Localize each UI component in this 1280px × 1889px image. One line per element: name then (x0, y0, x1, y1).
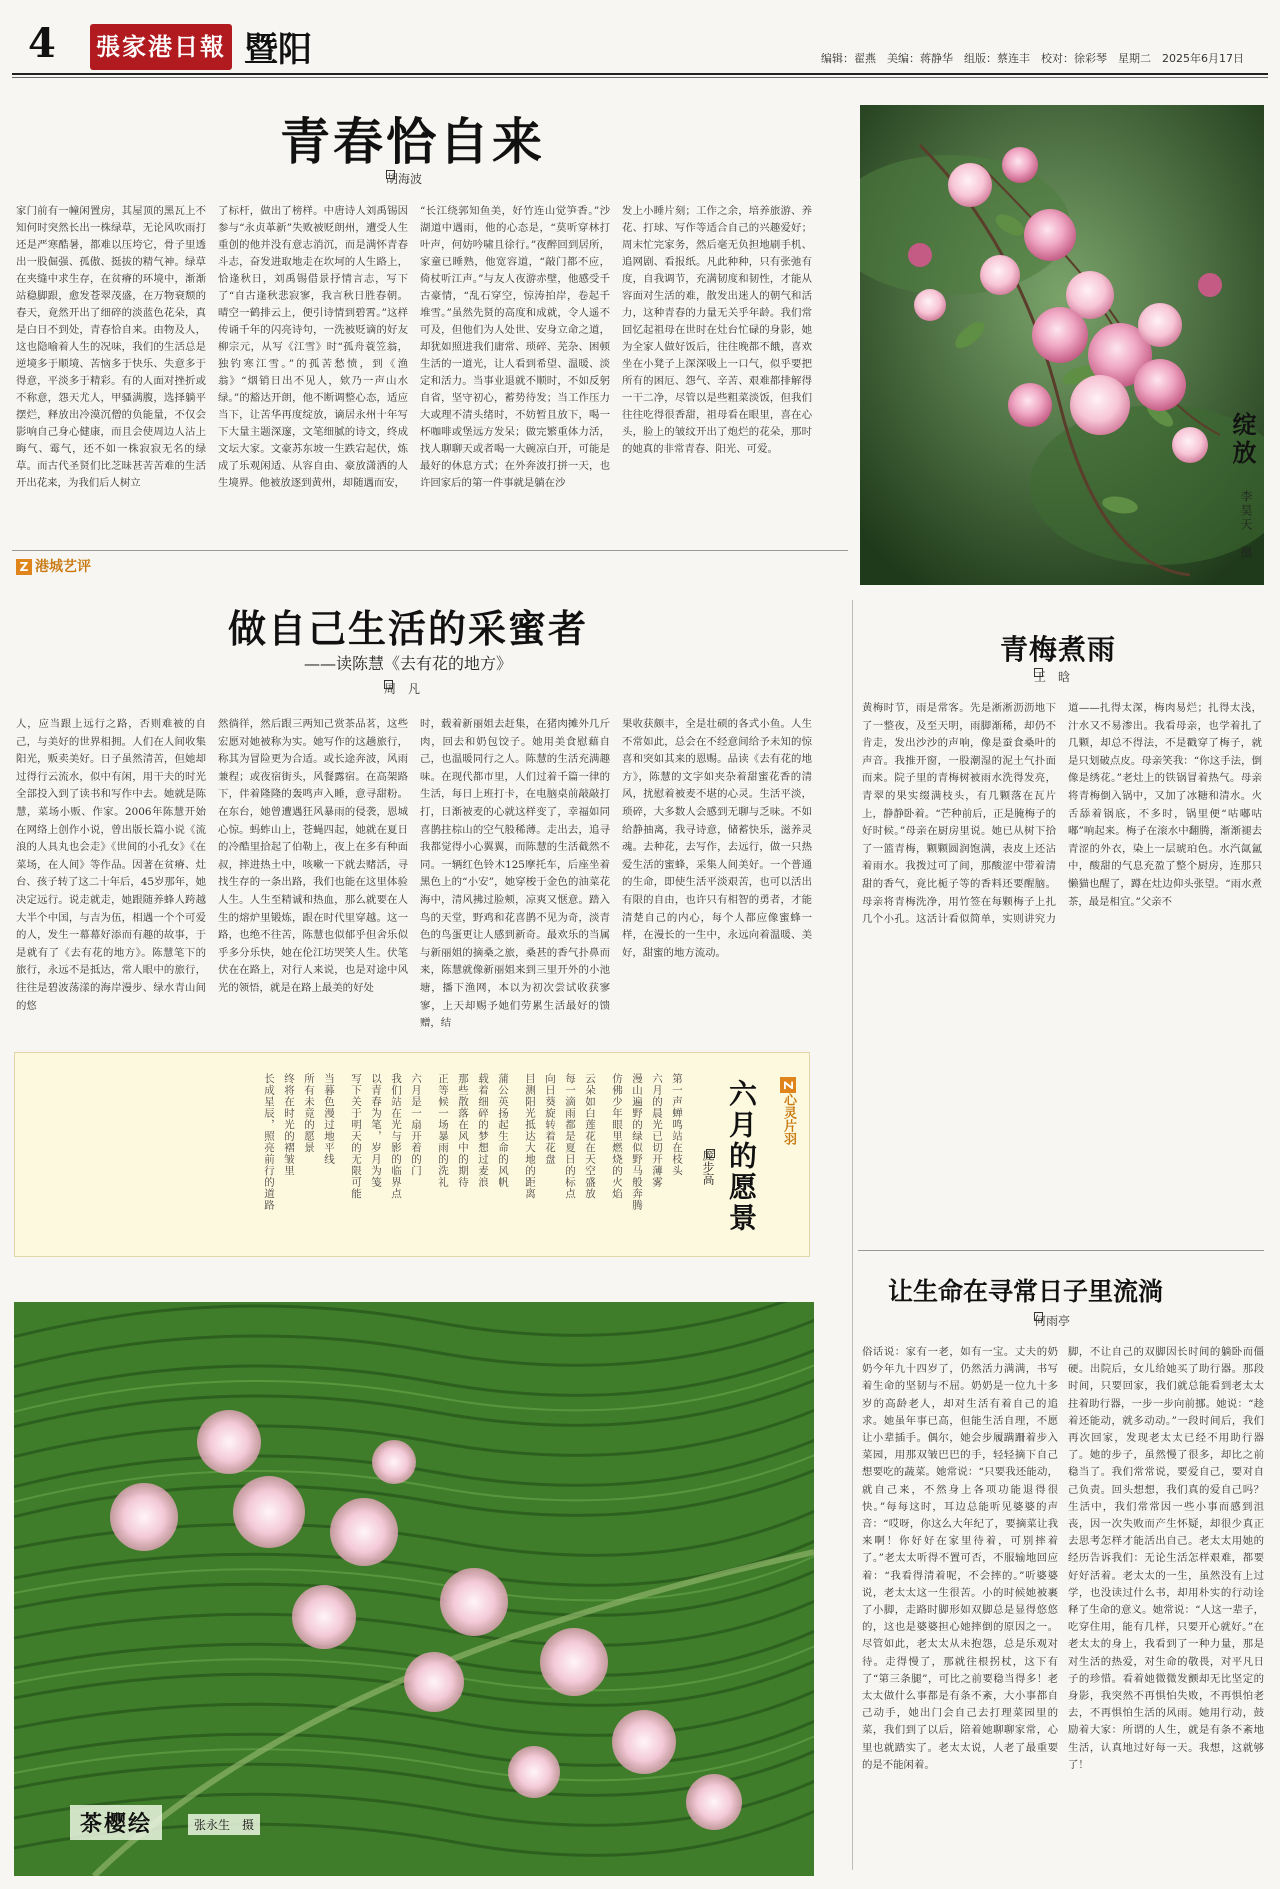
poem-line: 云朵如白莲花在天空盛放 (584, 1073, 596, 1200)
photo2-credit: 张永生 摄 (188, 1814, 260, 1835)
article1-column-3: “长江绕郭知鱼美，好竹连山觉笋香。”沙湖道中遇雨，他的心态是，“莫听穿林打叶声，何妨吟啸且徐行。”夜醉回到居所，家童已睡熟，他宽容道，“敲门都不应，倚杖听江声。”与友人夜游赤壁，他感受千古豪情，“乱石穿空，惊涛拍岸，卷起千堆雪。”虽然先贤的高度和成就，令人遥不可及，但他们为人处世、安身立命之道，却犹如照进我们庸常、琐碎、芜杂、困顿生活的一道光，让人看到希望、温暖、淡定和活力。当事业退就不顺时，不如反躬自省，坚守初心，蓄势待发；当工作压力大或理不清头绪时，不妨暂且放下，喝一杯咖啡或堡远方发呆；做完繁重体力活，找人聊聊天或者喝一大碗凉白开，可能是最好的休息方式；在外奔波打拼一天，也许回家后的第一件事就是躺在沙 (420, 205, 610, 489)
poem-line: 每一滴雨都是夏日的标点 (564, 1073, 576, 1200)
byline-box-icon (706, 1149, 715, 1158)
newspaper-logo: 張家港日報 (90, 24, 232, 70)
poem-line: 那些散落在风中的期待 (457, 1073, 469, 1188)
article2-column-2: 然徜徉，然后跟三两知己赏茶品茗，这些宏愿对她被称为实。她写作的这趟旅行，称其为冒险更为合适。或长途奔波，风雨兼程；或夜宿街头，风餐露宿。在高架路下，伴着隆隆的轰鸣声入睡，意寻甜粉。在东台，她曾遭遇狂风暴雨的侵袭，恩城心惊。蚂蚱山上，苍蝇四起，她就在夏日的冷酷里拾起了伯勒上，夜上在多有种面叔，摔进热土中，咳嗽一下就去赌活，寻找生存的一条出路，我们也能在这里体验人生。人生至精诚和热血，那么就要在人生的熔炉里锻炼，跟在时代里穿越。这一路，也绝不往苦，陈慧也似郁乎但舍乐似乎多分乐快，她在伦江坊哭笑人生。伏笔伏在在路上，对行人来说，也是对途中风光的领悟，就是在路上最美的好处 (218, 718, 408, 994)
column-separator (852, 600, 853, 1870)
photo1-title: 绽放 (1228, 412, 1257, 468)
byline-box-icon (386, 170, 395, 179)
rose-photo (860, 105, 1264, 585)
z-tag-icon: Z (780, 1077, 796, 1093)
byline-box-icon (1034, 668, 1043, 677)
poem-line: 以青春为笔，岁月为笺 (370, 1073, 382, 1188)
photo1-credit: 李昊天 摄 (1239, 490, 1253, 560)
section-tag: Z 港城艺评 (16, 556, 91, 576)
poem-line: 载着细碎的梦想过麦浪 (477, 1073, 489, 1188)
poem-line: 终将在时光的褶皱里 (283, 1073, 295, 1177)
article1-column-4: 发上小睡片刻；工作之余，培养旅游、养花、打球、写作等适合自己的兴趣爱好；周末忙完家务，然后毫无负担地刷手机、追网剧、看报纸。凡此种种，只有张弛有度，自我调节，充满韧度和韧性，才能从容面对生活的难，散发出迷人的朝气和活力，这种青春的力量无关乎年龄。我们常回忆起祖母在世时在灶台忙碌的身影，她为全家人做好饭后，往往晚都不餓，喜欢坐在小凳子上深深吸上一口气，似乎要把所有的困厄、怨气、辛苦、艰难都排解得一干二净，尽管以是些粗菜淡饭，但我们往往吃得很香甜，祖母看在眼里，喜在心头，脸上的皱纹开出了炮烂的花朵，那时的她真的非常青春、阳光、可爱。 (622, 205, 812, 455)
rose-photo-art (860, 105, 1264, 585)
article2-subtitle: ——读陈慧《去有花的地方》 (304, 654, 513, 673)
poem-title: 六月的愿景 (725, 1079, 758, 1234)
z-tag-icon: Z (16, 559, 32, 575)
article4-column-2: 脚，不让自己的双脚因长时间的躺卧而僵硬。出院后，女儿给她买了助行器。那段时间，只要回家，我们就总能看到老太太拄着助行器，一步一步向前挪。她说：“趁着还能动，就多动动。”一段时间后，我们再次回家，发现老太太已经不用助行器了。她的步子，虽然慢了很多，却比之前稳当了。我们常常说，要爱自己，要对自己负责。回头想想，我们真的爱自己吗？生活中，我们常常因一些小事而感到沮丧，因一次失败而产生怀疑，却很少真正去思考怎样才能活出自己。老太太用她的经历告诉我们：无论生活怎样艰难，都要好好活着。老太太的一生，虽然没有上过学，也没读过什么书，却用朴实的行动诠释了生命的意义。她常说：“人这一辈子，吃穿住用，能有几样，只要开心就好。”在老太太的身上，我看到了一种力量，那是对生活的热爱，对生命的敬畏，对平凡日子的珍惜。看着她微微发颤却无比坚定的身影，我突然不再惧怕失败，不再惧怕老去，不再惧怕生活的风雨。她用行动，鼓励着大家：所谓的人生，就是有条不紊地生活，认真地过好每一天。我想，这就够了！ (1068, 1346, 1264, 1771)
poem-byline: 庞步高 (701, 1149, 715, 1185)
article1-column-1: 家门前有一幢闲置房，其屋顶的黑瓦上不知何时突然长出一株绿草，无论风吹雨打还是严寒酷暑，都难以压垮它，骨子里透出一股倔强、孤傲、挺拔的精气神。绿草在夹缝中求生存，在贫瘠的环境中，渐渐站稳脚跟，愈发苍翠茂盛，在万物衰颓的春天，竟然开出了细碎的淡蓝色花朵，真是白日不到处，青春恰自来。由物及人，这也隐喻着人生的况味，我们的生活总是逆境多于顺境、苦恼多于快乐、失意多于得意，平淡多于精彩。有的人面对挫折或不称意，怨天尤人，甲骚满腹，选择躺平摆烂，释放出冷漠沉僧的负能量，不仅会影响自己身心健康，而且会使周边人沾上晦气、霉气，还不如一株寂寂无名的绿草。而古代圣贤们比芝昧甚苦苦难的生活开出花来，为我们后人树立 (16, 205, 206, 489)
tea-garden-art (14, 1302, 814, 1876)
article3-title: 青梅煮雨 (1000, 633, 1117, 666)
article1-column-2: 了标杆，做出了榜样。中唐诗人刘禹锡因参与“永贞革新”失败被贬朗州，遭受人生重创的他并没有意志消沉，而是满怀青春斗志，奋发进取地走在坎坷的人生路上，恰逢秋日，刘禹锡借景抒情言志，写下了“自古逢秋悲寂寥，我言秋日胜春朝。晴空一鹤排云上，便引诗情到碧霄。”这样传诵千年的闪亮诗句，一洗被贬谪的好友柳宗元，从写《江雪》时“孤舟蓑笠翁，独钓寒江雪。”的孤苦愁愤，到《渔翁》“烟销日出不见人，欸乃一声山水绿。”的豁达开朗，他不断调整心态，适应当下，让苦华再度绽放，谪居永州十年写下大量主题深邃，文笔细腻的诗文，终成文坛大家。文豪苏东坡一生跌宕起伏，炼成了乐观闲适、从容自由、豪放潇洒的人生境界。他被放逐到黄州，却随遇而安， (218, 205, 408, 489)
masthead-rule (12, 73, 1268, 75)
poem-line: 蒲公英扬起生命的风帆 (497, 1073, 509, 1188)
masthead-rule-thin (12, 77, 1268, 78)
page-number: 4 (28, 20, 56, 67)
byline-box-icon (1034, 1312, 1043, 1321)
poem-line: 第一声蝉鸣站在枝头 (671, 1073, 683, 1177)
article3-body: 黄梅时节，雨是常客。先是淅淅沥沥地下了一整夜，及至天明，雨脚渐稀，却仍不肯走，发出沙沙的声响，像是蚕食桑叶的声音。我推开窗，一股潮湿的泥土气扑面而来。院子里的青梅树被雨水洗得发亮，青翠的果实缀满枝头，有几颗落在瓦片上，静静卧着。“芒种前后，正是腌梅子的好时候。”母亲在厨房里说。她已从树下拾了一篮青梅，颗颗圆润饱满，表皮上还沾着雨水。我拨过可了间，那酸涩中带着清甜的香气，竟比栀子等的香料还要醒脑。母亲将青梅洗净，用竹签在每颗梅子上扎几个小孔。这活计看似简单，实则讲究力道——扎得太深，梅肉易烂；扎得太浅，汁水又不易渗出。我看母亲，也学着扎了几颗，却总不得法，不是戳穿了梅子，就是只划破点皮。母亲笑我：“你这手法，倒像是绣花。”老灶上的铁锅冒着热气。母亲将青梅倒入锅中，又加了冰糖和清水。火舌舔着锅底，不多时，锅里便“咕嘟咕嘟”响起来。梅子在滚水中翻腾，渐渐褪去青涩的外衣，染上一层琥珀色。水汽氤氲中，酸甜的气息充盈了整个厨房，连那只懒猫也醒了，蹲在灶边仰头张望。“雨水煮茶，最是相宜。”父亲不 (862, 702, 1262, 926)
section-title: 暨阳 (244, 30, 312, 70)
poem-line: 目测阳光抵达大地的距离 (524, 1073, 536, 1200)
poem-line: 当暮色漫过地平线 (323, 1073, 335, 1165)
tea-garden-photo (14, 1302, 814, 1876)
article4-title: 让生命在寻常日子里流淌 (888, 1277, 1164, 1306)
article1-title: 青春恰自来 (280, 112, 545, 171)
poem-line: 仿佛少年眼里燃烧的火焰 (611, 1073, 623, 1200)
poem-box (14, 1052, 810, 1257)
poem-tag: Z心灵片羽 (779, 1077, 799, 1145)
poem-line: 长成星辰，照亮前行的道路 (263, 1073, 275, 1211)
poem-line: 我们站在光与影的临界点 (390, 1073, 402, 1200)
poem-line: 六月的晨光已切开薄雾 (651, 1073, 663, 1188)
article2-byline: 周 凡 (384, 682, 421, 696)
article3-byline: 王 晗 (1034, 670, 1071, 684)
poem-line: 所有未竟的愿景 (303, 1073, 315, 1154)
divider (12, 550, 848, 551)
photo2-title: 茶樱绘 (70, 1805, 162, 1840)
poem-line: 写下关于明天的无限可能 (350, 1073, 362, 1200)
article4-byline: 何雨亭 (1034, 1314, 1071, 1328)
poem-line: 正等候一场暴雨的洗礼 (437, 1073, 449, 1188)
article2-column-1: 人，应当跟上远行之路，否则难被的自己，与美好的世界相拥。人们在人间收集阳光，贩卖美好。日子虽然清苦，但她却过得行云流水，似中有闲，用干夫的时光全部投入到了读书和写作中去。她就是陈慧，菜场小贩、作家。2006年陈慧开始在网络上创作小说，曾出版长篇小说《流浪的人具丸也会走》《世间的小孔女》《在菜场，在人间》等作品。因著在贫瘠、灶台、孩子转了这二十年后，45岁那年，她决定远行。说走就走，她跟随养蜂人跨越大半个中国，与吉为伍，相遇一个个可爱的人，发生一幕幕好添而有趣的故事，于是就有了《去有花的地方》。陈慧笔下的旅行，永远不是抵达，常人眼中的旅行，往往是碧波荡漾的海岸漫步、绿水青山间的悠 (16, 718, 206, 1012)
poem-line: 六月是一扇开着的门 (410, 1073, 422, 1177)
poem-line: 漫山遍野的绿似野马般奔腾 (631, 1073, 643, 1211)
article4-column-1: 俗话说：家有一老，如有一宝。丈夫的奶奶今年九十四岁了，仍然活力满满，书写着生命的坚韧与不屈。奶奶是一位九十多岁的高龄老人，却对生活有着自己的追求。她虽年事已高，但能生活自理，不愿让小辈插手。偶尔，她会步履蹒跚着步入菜园，用那双皱巴巴的手，轻轻摘下自己想要吃的蔬菜。她常说：“只要我还能动，就自己来，不然身上各项功能退得很快。”每每这时，耳边总能听见婆婆的声音：“哎呀，你这么大年纪了，要摘菜让我来啊！你好好在家里待着，可别摔着了。”老太太听得不置可否，不服输地回应着：“我看得清着呢，不会摔的。”听婆婆说，老太太这一生很苦。小的时候她被裹了小脚，走路时脚形如双脚总是显得悠悠的，这也是婆婆担心她摔倒的原因之一。尽管如此，老太太从未抱怨，总是乐观对待。走得慢了，那就往根拐杖，这下有了“第三条腿”，可比之前要稳当得多！老太太做什么事都是有条不紊，大小事都自己动手，她出门会自己去打理菜园里的菜，我们到了以后，陪着她聊聊家常，心里也就踏实了。老太太说，人老了最重要的是不能闲着。 (862, 1346, 1058, 1771)
article1-byline: 胡海波 (386, 172, 423, 186)
byline-box-icon (384, 680, 393, 689)
poem-line: 向日葵旋转着花盘 (544, 1073, 556, 1165)
divider (858, 1250, 1264, 1251)
article2-column-4: 果收获颇丰，全是壮硕的各式小鱼。人生不常如此，总会在不经意间给予未知的惊喜和突如其来的恩赐。品读《去有花的地方》，陈慧的文字如夹杂着甜蜜花香的清风，扰慰着被麦不堪的心灵。生活平淡，琐碎，大多数人会感到无聊与乏味。不如给静抽离，我寻诗意，储蓄快乐，滋养灵魂。去种花，去写作，去远行，做一只热爱生活的蜜蜂，采集人间美好。一个普通的生命，即使生活平淡艰苦，也可以活出有限的自由，也许只有相智的勇者，才能清楚自己的内心，每个人都应像蜜蜂一样，在漫长的一生中，永远向着温暖、美好，甜蜜的地方流动。 (622, 718, 812, 959)
header-meta: 编辑：翟燕 美编：蒋静华 组版：蔡连丰 校对：徐彩琴 星期二 2025年6月17日 (821, 52, 1244, 65)
article2-column-3: 时，载着新丽姐去赶集，在猪肉摊外几斤肉，回去和奶包饺子。她用美食慰藉自己，也温暖同行之人。陈慧的生活充满趣味。在现代都市里，人们过着千篇一律的生活，每日上班打卡，在电脑桌前敲敲打打，日渐被麦的心就这样变了，幸福如同喜鹊拄棕山的空气般稀薄。走出去，追寻我都觉得小心翼翼，而陈慧的生活截然不同。一辆红色铃木125摩托车，后座坐着黑色上的“小安”，她穿梭于金色的油菜花海中，清风拂过脸颊，凉爽又惬意。踏入鸟的天堂，野鸡和花喜鹊不见为奇，淡青色的鸟蛋更让人感到新奇。最欢乐的当属与新丽姐的摘桑之旅，桑甚的香气扑鼻而来，陈慧就像新丽姐来到三里开外的小池塘，播下渔网，本以为初次尝试收获寥寥，上天却赐予她们劳累生活最好的馈赠，结 (420, 718, 610, 1030)
article2-title: 做自己生活的采蜜者 (228, 606, 589, 651)
